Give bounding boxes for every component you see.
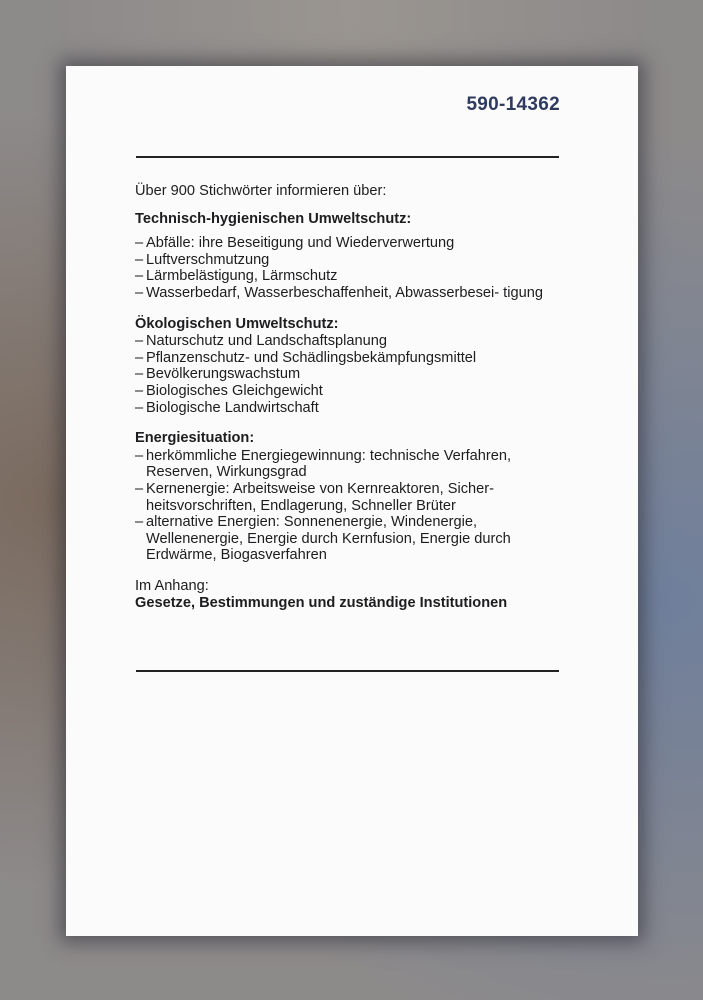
list-item: – Wasserbedarf, Wasserbeschaffenheit, Abwasserbesei- tigung [135,284,543,301]
dash-glyph: – [135,284,144,301]
list-item: – Pflanzenschutz- und Schädlingsbekämpfungsmittel [135,349,477,366]
topic-list [135,448,565,564]
list-item: – Biologische Landwirtschaft [135,399,319,416]
section-heading: Technisch-hygienischen Umweltschutz: [135,210,412,227]
dash-glyph: – [135,268,144,285]
section-oekologisch [135,316,565,417]
list-item: – Biologisches Gleichgewicht [135,382,323,399]
list-item: – Lärmbelästigung, Lärmschutz [135,268,338,285]
bottom-divider [136,670,559,672]
catalog-number: 590-14362 [466,94,560,115]
appendix-label: Im Anhang: [135,577,209,594]
list-item: – herkömmliche Energiegewinnung: technische Verfahren, Reserven, Wirkungsgrad [135,447,512,481]
dash-glyph: – [135,349,144,366]
dash-glyph: – [135,399,144,416]
cover-text [135,183,565,612]
intro-text: Über 900 Stichwörter informieren über: [135,183,387,199]
appendix-title: Gesetze, Bestimmungen und zuständige Institutionen [135,595,508,612]
section-energiesituation [135,430,565,564]
dash-glyph: – [135,480,144,497]
dash-glyph: – [135,366,144,383]
list-item: – Bevölkerungswachstum [135,366,301,383]
list-item: – alternative Energien: Sonnenenergie, Windenergie, Wellenenergie, Energie durch Kernfusion, Energie durch Erdwärme, Biogasverfahren [135,514,511,564]
book-back-cover [66,66,638,936]
topic-list [135,333,565,416]
section-heading: Energiesituation: [135,430,255,447]
section-technisch-hygienisch [135,211,565,302]
list-item: – Abfälle: ihre Beseitigung und Wiederverwertung [135,235,455,252]
dash-glyph: – [135,235,144,252]
list-item: – Kernenergie: Arbeitsweise von Kernreaktoren, Sicher- heitsvorschriften, Endlagerung, Schneller Brüter [135,480,494,514]
dash-glyph: – [135,447,144,464]
dash-glyph: – [135,251,144,268]
list-item: – Naturschutz und Landschaftsplanung [135,333,387,350]
section-heading: Ökologischen Umweltschutz: [135,315,339,332]
topic-list [135,235,565,301]
top-divider [136,156,559,158]
list-item: – Luftverschmutzung [135,251,270,268]
dash-glyph: – [135,382,144,399]
dash-glyph: – [135,514,144,531]
dash-glyph: – [135,333,144,350]
